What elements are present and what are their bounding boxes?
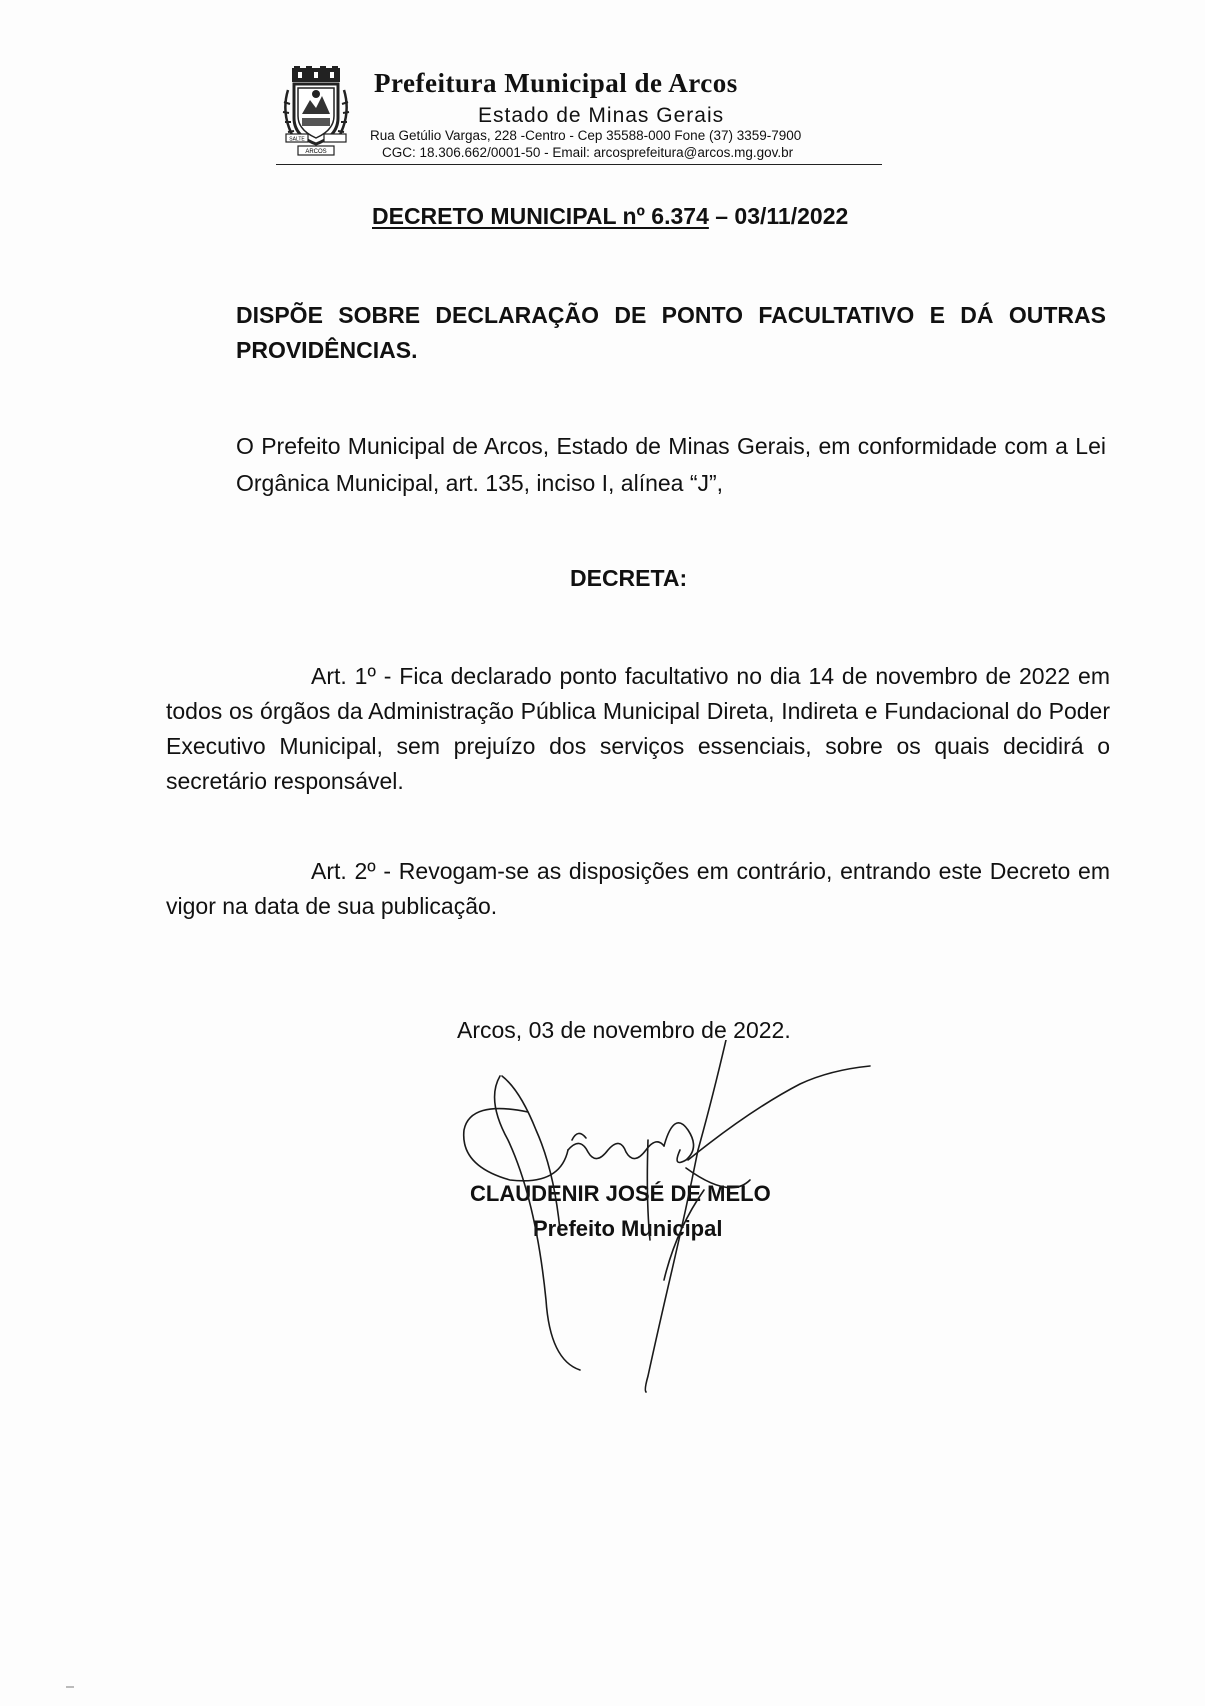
signer-role: Prefeito Municipal bbox=[533, 1216, 723, 1241]
signer-name: CLAUDENIR JOSÉ DE MELO bbox=[470, 1181, 771, 1206]
decree-number: DECRETO MUNICIPAL nº 6.374 bbox=[372, 203, 709, 229]
municipal-coat-of-arms-icon bbox=[276, 66, 356, 160]
decree-title bbox=[372, 203, 848, 230]
decree-date: – 03/11/2022 bbox=[708, 203, 849, 229]
letterhead-divider bbox=[276, 164, 882, 165]
article-1: Art. 1º - Fica declarado ponto facultativo no dia 14 de novembro de 2022 em todos os órgãos da Administração Pública Municipal Direta, Indireta e Fundacional do Poder Executivo Municipal, sem prejuízo dos serviços essenciais, sobre os quais decidirá o secretário responsável. bbox=[166, 663, 1110, 794]
place-and-date: Arcos, 03 de novembro de 2022. bbox=[457, 1017, 791, 1043]
decree-ementa: DISPÕE SOBRE DECLARAÇÃO DE PONTO FACULTATIVO E DÁ OUTRAS PROVIDÊNCIAS. bbox=[236, 302, 1106, 363]
letterhead-title: Prefeitura Municipal de Arcos bbox=[374, 68, 738, 98]
letterhead-address: Rua Getúlio Vargas, 228 -Centro - Cep 35588-000 Fone (37) 3359-7900 bbox=[370, 128, 802, 143]
decreta-heading: DECRETA: bbox=[570, 565, 688, 591]
letterhead-state: Estado de Minas Gerais bbox=[478, 104, 725, 127]
letterhead bbox=[276, 66, 882, 170]
svg-text:ARCOS: ARCOS bbox=[305, 149, 327, 155]
scan-speck bbox=[66, 1686, 74, 1688]
decree-preamble: O Prefeito Municipal de Arcos, Estado de Minas Gerais, em conformidade com a Lei Orgânica Municipal, art. 135, inciso I, alínea “J”, bbox=[236, 433, 1106, 496]
svg-text:SALTE: SALTE bbox=[289, 136, 305, 143]
handwritten-signature-icon bbox=[450, 1040, 910, 1430]
letterhead-contact: CGC: 18.306.662/0001-50 - Email: arcosprefeitura@arcos.mg.gov.br bbox=[382, 145, 794, 160]
article-2: Art. 2º - Revogam-se as disposições em contrário, entrando este Decreto em vigor na data de sua publicação. bbox=[166, 858, 1110, 919]
